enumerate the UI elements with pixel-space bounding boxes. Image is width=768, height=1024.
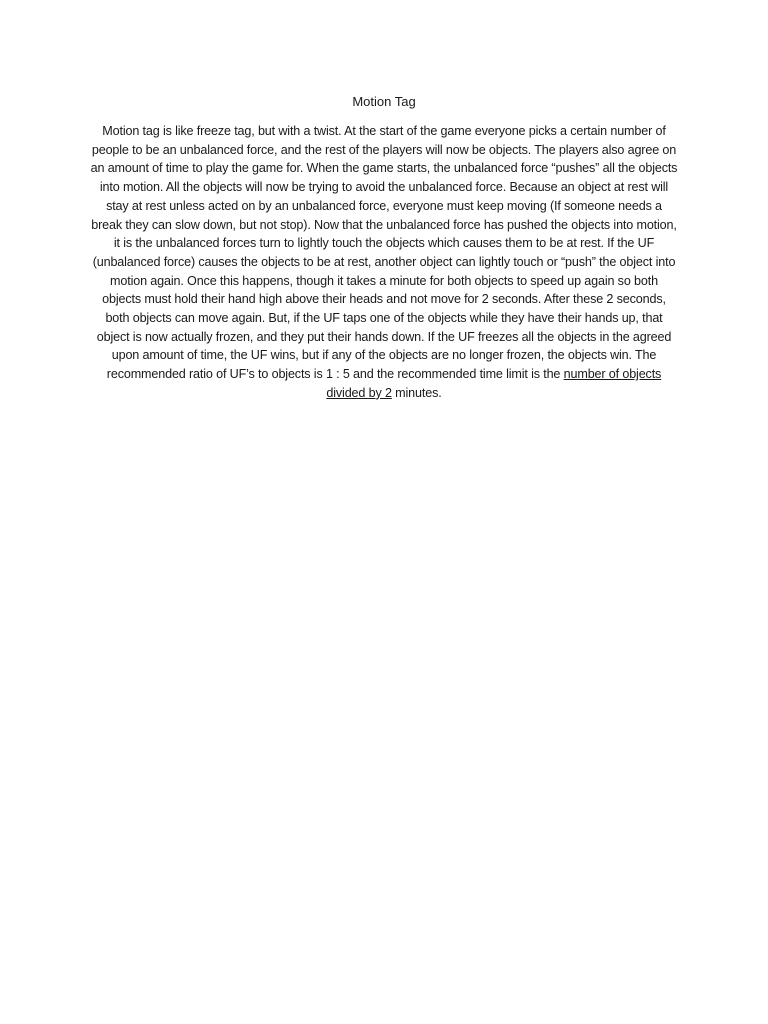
- paragraph-text: Motion tag is like freeze tag, but with a twist. At the start of the game everyone picks a certain number of people to be an unbalanced force, and the rest of the players will now be objects. The players also agree on an amount of time to play the game for. When the game starts, the unbalanced force “pushes” all the objects into motion. All the objects will now be trying to avoid the unbalanced force. Because an object at rest will stay at rest unless acted on by an unbalanced force, everyone must keep moving (If someone needs a break they can slow down, but not stop). Now that the unbalanced force has pushed the objects into motion, it is the unbalanced forces turn to lightly touch the objects which causes them to be at rest. If the UF (unbalanced force) causes the objects to be at rest, another object can lightly touch or “push” the object into motion again. Once this happens, though it takes a minute for both objects to speed up again so both objects must hold their hand high above their heads and not move for 2 seconds. After these 2 seconds, both objects can move again. But, if the UF taps one of the objects while they have their hands up, that object is now actually frozen, and they put their hands down. If the UF freezes all the objects in the agreed upon amount of time, the UF wins, but if any of the objects are no longer frozen, the objects win. The recommended ratio of UF’s to objects is 1 : 5 and the recommended time limit is the: [90, 124, 678, 382]
- body-paragraph: [90, 122, 678, 403]
- paragraph-ending: minutes.: [391, 385, 442, 400]
- document-title: Motion Tag: [352, 94, 416, 109]
- underlined-phrase: number of objects divided by 2: [326, 367, 662, 400]
